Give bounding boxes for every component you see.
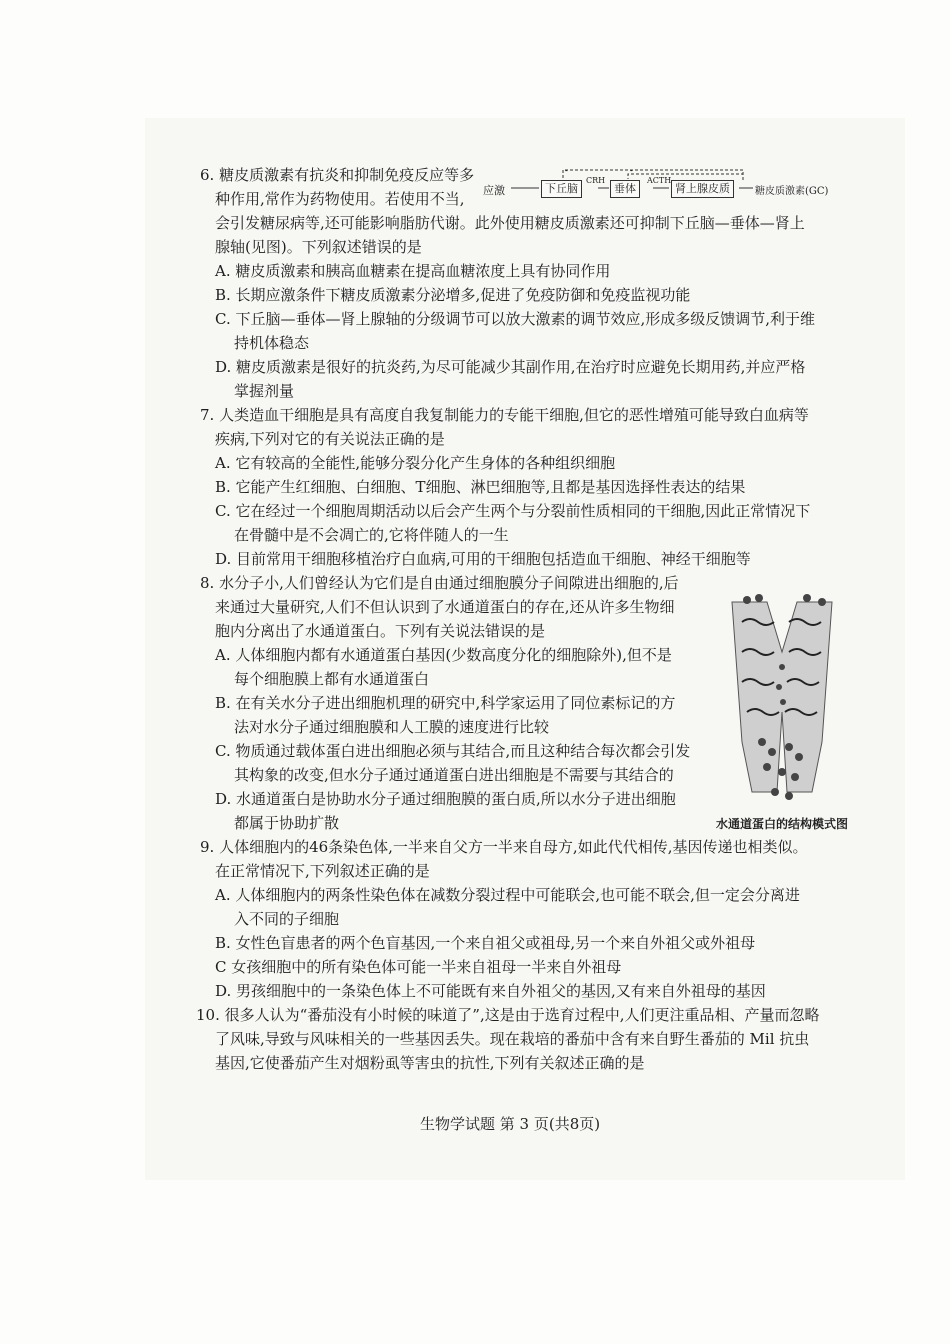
adrenal-cortex-box: 肾上腺皮质 (671, 180, 734, 198)
text-line: 腺轴(见图)。下列叙述错误的是 (215, 238, 422, 256)
text-line: B. 它能产生红细胞、白细胞、T细胞、淋巴细胞等,且都是基因选择性表达的结果 (215, 478, 746, 496)
text-line: D. 水通道蛋白是协助水分子通过细胞膜的蛋白质,所以水分子进出细胞 (215, 790, 676, 808)
text-line: B. 长期应激条件下糖皮质激素分泌增多,促进了免疫防御和免疫监视功能 (215, 286, 691, 304)
text-line: A. 它有较高的全能性,能够分裂分化产生身体的各种组织细胞 (215, 454, 616, 472)
text-line: A. 人体细胞内的两条性染色体在减数分裂过程中可能联会,也可能不联会,但一定会分离进 (215, 886, 800, 904)
text-line: 持机体稳态 (234, 334, 310, 352)
text-line: 6. 糖皮质激素有抗炎和抑制免疫反应等多 (200, 166, 475, 184)
figure-caption: 水通道蛋白的结构模式图 (716, 817, 849, 831)
feedback-minus-2: - (630, 166, 633, 175)
text-line: 基因,它使番茄产生对烟粉虱等害虫的抗性,下列有关叙述正确的是 (215, 1054, 645, 1072)
text-line: B. 女性色盲患者的两个色盲基因,一个来自祖父或祖母,另一个来自外祖父或外祖母 (215, 934, 756, 952)
text-line: 7. 人类造血干细胞是具有高度自我复制能力的专能干细胞,但它的恶性增殖可能导致白血病等 (200, 406, 809, 424)
text-line: 9. 人体细胞内的46条染色体,一半来自父方一半来自母方,如此代代相传,基因传递也相类似。 (200, 838, 808, 856)
text-line: D. 目前常用干细胞移植治疗白血病,可用的干细胞包括造血干细胞、神经干细胞等 (215, 550, 751, 568)
text-line: 在骨髓中是不会凋亡的,它将伴随人的一生 (234, 526, 509, 544)
text-line: 胞内分离出了水通道蛋白。下列有关说法错误的是 (215, 622, 546, 640)
page-footer: 生物学试题 第 3 页(共8页) (420, 1115, 601, 1133)
text-line: 了风味,导致与风味相关的一些基因丢失。现在栽培的番茄中含有来自野生番茄的 Mil 抗虫 (215, 1030, 810, 1048)
acth-label: ACTH (647, 176, 672, 185)
gc-output-label: 糖皮质激素(GC) (755, 186, 829, 197)
pituitary-box: 垂体 (610, 180, 640, 198)
crh-label: CRH (586, 176, 606, 185)
hypothalamus-box: 下丘脑 (541, 180, 582, 198)
text-line: 会引发糖尿病等,还可能影响脂肪代谢。此外使用糖皮质激素还可抑制下丘脑—垂体—肾上 (215, 214, 805, 232)
text-line: 在正常情况下,下列叙述正确的是 (215, 862, 430, 880)
feedback-minus-1: - (565, 166, 568, 175)
aquaporin-structure-figure (727, 592, 837, 802)
text-line: 法对水分子通过细胞膜和人工膜的速度进行比较 (234, 718, 550, 736)
text-line: 其构象的改变,但水分子通过通道蛋白进出细胞是不需要与其结合的 (234, 766, 674, 784)
text-line: D. 糖皮质激素是很好的抗炎药,为尽可能减少其副作用,在治疗时应避免长期用药,并应严格 (215, 358, 806, 376)
stimulus-label: 应激 (483, 184, 505, 197)
text-line: 每个细胞膜上都有水通道蛋白 (234, 670, 430, 688)
text-line: 8. 水分子小,人们曾经认为它们是自由通过细胞膜分子间隙进出细胞的,后 (200, 574, 679, 592)
text-line: A. 人体细胞内都有水通道蛋白基因(少数高度分化的细胞除外),但不是 (215, 646, 672, 664)
text-line: C. 它在经过一个细胞周期活动以后会产生两个与分裂前性质相同的干细胞,因此正常情况下 (215, 502, 811, 520)
text-line: B. 在有关水分子进出细胞机理的研究中,科学家运用了同位素标记的方 (215, 694, 676, 712)
text-line: 种作用,常作为药物使用。若使用不当, (215, 190, 465, 208)
hpa-axis-diagram (483, 166, 893, 202)
text-line: A. 糖皮质激素和胰高血糖素在提高血糖浓度上具有协同作用 (215, 262, 611, 280)
text-line: D. 男孩细胞中的一条染色体上不可能既有来自外祖父的基因,又有来自外祖母的基因 (215, 982, 766, 1000)
text-line: C. 物质通过载体蛋白进出细胞必须与其结合,而且这种结合每次都会引发 (215, 742, 691, 760)
text-line: 掌握剂量 (234, 382, 295, 400)
text-line: 入不同的子细胞 (234, 910, 340, 928)
text-line: C. 下丘脑—垂体—肾上腺轴的分级调节可以放大激素的调节效应,形成多级反馈调节,利于维 (215, 310, 816, 328)
text-line: 疾病,下列对它的有关说法正确的是 (215, 430, 445, 448)
text-line: C 女孩细胞中的所有染色体可能一半来自祖母一半来自外祖母 (215, 958, 622, 976)
text-line: 10. 很多人认为“番茄没有小时候的味道了”,这是由于选育过程中,人们更注重品相、产量而忽略 (196, 1006, 820, 1024)
text-line: 都属于协助扩散 (234, 814, 340, 832)
text-line: 来通过大量研究,人们不但认识到了水通道蛋白的存在,还从许多生物细 (215, 598, 675, 616)
